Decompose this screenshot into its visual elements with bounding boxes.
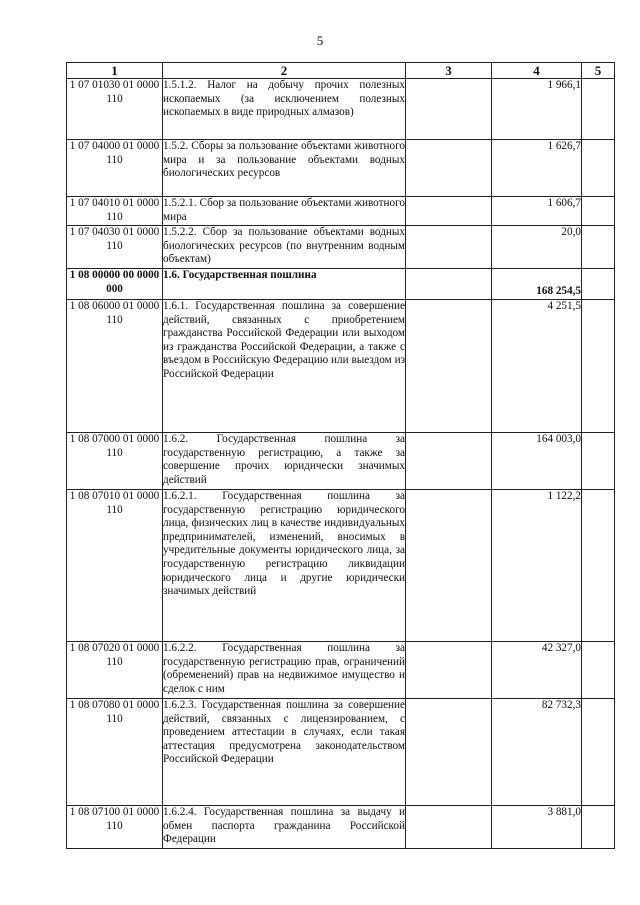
header-col-1: 1 [67,63,163,79]
table-row [67,433,615,490]
budget-code-cell: 1 07 04000 01 0000 110 [67,140,163,197]
table-row [67,269,615,300]
amount-cell: 20,0 [492,226,582,269]
header-col-2: 2 [163,63,406,79]
amount-cell: 4 251,5 [492,300,582,433]
item-name-cell: 1.6.2.4. Государственная пошлина за выдачу и обмен паспорта гражданина Российской Федерации [163,806,406,849]
amount-cell: 82 732,3 [492,699,582,806]
header-col-3: 3 [406,63,492,79]
column-5-cell [582,79,615,140]
amount-cell: 1 966,1 [492,79,582,140]
column-5-cell [582,140,615,197]
header-col-5: 5 [582,63,615,79]
column-3-cell [406,490,492,642]
column-5-cell [582,642,615,699]
budget-code-cell: 1 08 07000 01 0000 110 [67,433,163,490]
item-name-cell: 1.6.2. Государственная пошлина за государственную регистрацию, а также за совершение прочих юридически значимых действий [163,433,406,490]
budget-code-cell: 1 08 07010 01 0000 110 [67,490,163,642]
header-col-4: 4 [492,63,582,79]
column-5-cell [582,433,615,490]
budget-code-cell: 1 08 07100 01 0000 110 [67,806,163,849]
column-3-cell [406,806,492,849]
column-5-cell [582,269,615,300]
table-header-row [67,63,615,79]
budget-code-cell: 1 08 06000 01 0000 110 [67,300,163,433]
budget-code-cell: 1 08 07020 01 0000 110 [67,642,163,699]
amount-cell: 1 122,2 [492,490,582,642]
table-row [67,79,615,140]
amount-cell: 1 626,7 [492,140,582,197]
column-3-cell [406,226,492,269]
table-row [67,699,615,806]
item-name-cell: 1.5.2.1. Сбор за пользование объектами животного мира [163,197,406,226]
amount-cell: 42 327,0 [492,642,582,699]
column-5-cell [582,806,615,849]
item-name-cell: 1.6. Государственная пошлина [163,269,406,300]
table-row [67,806,615,849]
column-5-cell [582,699,615,806]
budget-code-cell: 1 07 04030 01 0000 110 [67,226,163,269]
column-3-cell [406,642,492,699]
table-row [67,642,615,699]
column-3-cell [406,79,492,140]
column-3-cell [406,433,492,490]
column-5-cell [582,490,615,642]
amount-cell: 164 003,0 [492,433,582,490]
budget-code-cell: 1 07 04010 01 0000 110 [67,197,163,226]
amount-cell: 168 254,5 [492,269,582,300]
budget-code-cell: 1 08 00000 00 0000 000 [67,269,163,300]
amount-cell: 1 606,7 [492,197,582,226]
table-row [67,300,615,433]
column-3-cell [406,197,492,226]
table-row [67,197,615,226]
item-name-cell: 1.6.2.1. Государственная пошлина за государственную регистрацию юридического лица, физических лиц в качестве индивидуальных предпринимателей, изменений, вносимых в учредительные документы юридического лица, за государственную регистрацию ликвидации юридического лица и другие юридически значимых действий [163,490,406,642]
column-5-cell [582,197,615,226]
item-name-cell: 1.5.2. Сборы за пользование объектами животного мира и за пользование объектами водных биологических ресурсов [163,140,406,197]
column-5-cell [582,300,615,433]
item-name-cell: 1.6.2.3. Государственная пошлина за совершение действий, связанных с лицензированием, с проведением аттестации в случаях, если такая аттестация предусмотрена законодательством Российской Федерации [163,699,406,806]
item-name-cell: 1.6.2.2. Государственная пошлина за государственную регистрацию прав, ограничений (обременений) прав на недвижимое имущество и сделок с ним [163,642,406,699]
column-3-cell [406,300,492,433]
column-3-cell [406,269,492,300]
page-number: 5 [316,33,324,48]
column-3-cell [406,699,492,806]
item-name-cell: 1.5.1.2. Налог на добычу прочих полезных ископаемых (за исключением полезных ископаемых в виде природных алмазов) [163,79,406,140]
item-name-cell: 1.5.2.2. Сбор за пользование объектами водных биологических ресурсов (по внутренним водным объектам) [163,226,406,269]
table-row [67,490,615,642]
budget-revenue-table [66,62,615,849]
column-5-cell [582,226,615,269]
budget-code-cell: 1 07 01030 01 0000 110 [67,79,163,140]
column-3-cell [406,140,492,197]
amount-cell: 3 881,0 [492,806,582,849]
budget-code-cell: 1 08 07080 01 0000 110 [67,699,163,806]
table-row [67,140,615,197]
item-name-cell: 1.6.1. Государственная пошлина за совершение действий, связанных с приобретением гражданства Российской Федерации или выходом из гражданства Российской Федерации, а также с въездом в Российскую Федерацию или выездом из Российской Федерации [163,300,406,433]
table-row [67,226,615,269]
